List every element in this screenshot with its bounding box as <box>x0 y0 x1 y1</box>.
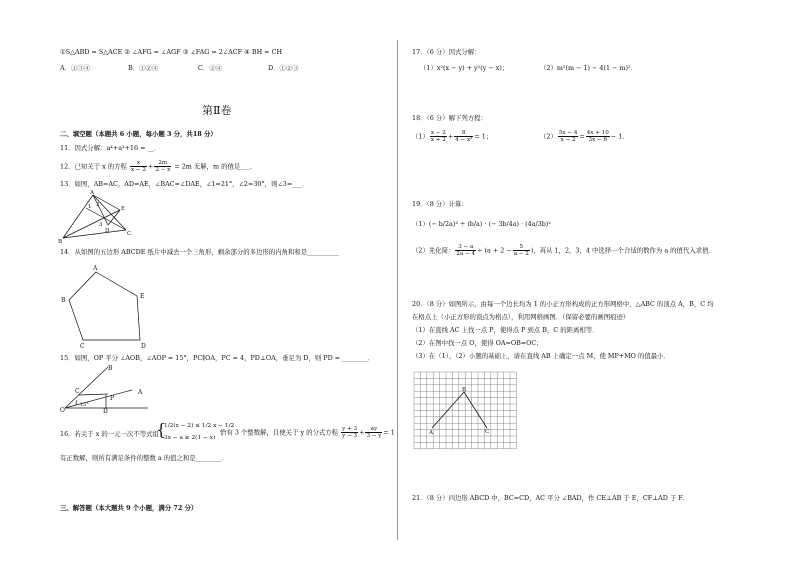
figure-14 <box>60 264 160 350</box>
fig14-label-c: C <box>80 343 85 350</box>
fig15-label-p: P <box>110 395 115 402</box>
q21: 21．（8 分）四边形 ABCD 中，BC=CD，AC 平分 ∠BAD，作 CE⊥AB 于 E，CF⊥AD 于 F． <box>412 494 690 502</box>
fig13-label-e: E <box>121 206 126 212</box>
q20-line2: 在格点上（小正方形的顶点为格点），利用网格画图．（保留必要的画图痕迹） <box>412 313 630 321</box>
fig15-label-angle: 15° <box>80 402 89 408</box>
fig13-label-3: 3 <box>99 222 103 228</box>
q19-part1: （1）(− b/2a)² ÷ (b/a) · (− 3b/4a) · (4a/3b)² <box>412 220 551 228</box>
section2-header: 二、填空题（本题共 6 小题，每小题 3 分，共18 分） <box>60 130 217 138</box>
q18-part1: （1） $\frac{x - 2}{x + 2}$ + $\frac{8}{\text{4 − x²}}$ = 1； <box>412 130 493 143</box>
q17: 17．（6 分）因式分解： <box>412 48 481 56</box>
q18-part2: （2） $\frac{5x - 4}{x - 2}$ = $\frac{4x + 10}{3x - 6}$ − 1． <box>540 130 629 143</box>
choice-c: C．②④ <box>198 64 223 72</box>
fig14-label-e: E <box>140 293 145 300</box>
fig15-label-d: D <box>103 408 108 415</box>
q16-row2: 3x − a ≥ 2(1 − x) <box>164 435 216 441</box>
q20: 20．（8 分）如图所示，由每一个边长均为 1 的小正方形构成的正方形网格中，△ABC 的顶点 A，B，C 均 <box>412 300 714 308</box>
q16-pre: 16．若关于 x 的一元一次不等式组 <box>60 430 159 438</box>
q16-brace: { <box>156 420 167 439</box>
fig13-label-b: B <box>58 239 63 245</box>
fig15-label-c: C <box>75 388 80 395</box>
fig20-label-c: C <box>485 429 490 435</box>
q13: 13．如图，AB=AC，AD=AE，∠BAC=∠DAE，∠1=21°，∠2=30°，则∠3=___． <box>60 180 309 188</box>
choice-a: A．①③④ <box>60 64 91 72</box>
fig20-label-a: A <box>429 430 433 436</box>
choice-b: B．①②④ <box>128 64 159 72</box>
q16-row1: 1/2(x − 2) ≤ 1/2 x − 1/2 <box>164 423 235 429</box>
choice-d: D．①②③ <box>268 64 299 72</box>
fig13-label-1: 1 <box>88 204 92 210</box>
q16-line2: 有正数解，则所有满足条件的整数 a 的值之和是________． <box>60 454 228 462</box>
q11: 11．因式分解：a⁴+a³+16 = __． <box>60 144 161 152</box>
q20-part1: （1）在直线 AC 上找一点 P，使得点 P 到点 B，C 的距离相等． <box>412 326 599 334</box>
q12-frac2: $\frac{2m}{2 - x}$ <box>155 160 171 173</box>
q20-part2: （2）在图中找一点 O，使得 OA=OB=OC； <box>412 339 543 347</box>
fig14-label-b: B <box>61 297 66 304</box>
q18: 18．（6 分）解下列方程： <box>412 114 487 122</box>
section3-header: 三、解答题（本大题共 9 个小题，满分 72 分） <box>60 504 198 512</box>
figure-15 <box>60 364 150 414</box>
fig20-label-b: B <box>462 387 467 393</box>
fig14-label-d: D <box>141 343 146 350</box>
q16-mid: 恰有 3 个整数解，且使关于 y 的分式方程 $\frac{y + 3}{y - 3}$ + $\frac{ay}{3 - y}$ = 1 <box>220 426 395 439</box>
q14: 14．从如图的五边形 ABCDE 纸片中减去一个三角形，剩余部分的多边形的内角和和是__________ <box>60 248 340 256</box>
fig13-label-c: C <box>127 231 132 237</box>
q20-part3: （3）在（1）、（2）小题的基础上，请在直线 AB 上确定一点 M，使 MP+MO 的值最小． <box>412 352 670 360</box>
q19: 19．（8 分）计算： <box>412 200 468 208</box>
part-title: 第Ⅱ卷 <box>202 104 232 117</box>
q19-part2: （2）先化简： $\frac{3 - a}{2a - 4}$ ÷ (a + 2 − $\frac{5}{a - 2}$ )，再从 1，2，3，4 中选择一个合适的数作为 a 的值代入求值． <box>412 244 715 257</box>
fig13-label-a: A <box>90 190 94 196</box>
q15: 15．如图，OP 平分 ∠AOB，∠AOP = 15°，PC∥OA，PC = 4，PD⊥OA，垂足为 D，则 PD = ________． <box>60 354 375 362</box>
fig15-label-b: B <box>108 365 113 372</box>
fig13-label-2: 2 <box>96 202 100 208</box>
q12: 12．已知关于 x 的方程 $\frac{x}{x - 2}$ + $\frac{2m}{2 - x}$ = 2m 无解，m 的值是___． <box>60 160 257 173</box>
fig13-label-d: D <box>105 228 110 234</box>
q17-part1: （1）x²(x − y) + y²(y − x)； <box>420 64 509 72</box>
q17-part2: （2）m²(m − 1) − 4(1 − m)²． <box>540 64 637 72</box>
q10-options-line: ①S△ABD = S△ACE ② ∠AFG = ∠AGF ③ ∠FAG = 2∠ACF ④ BH = CH <box>60 48 283 56</box>
q12-frac1: $\frac{x}{x - 2}$ <box>130 160 146 173</box>
fig14-label-a: A <box>93 265 98 272</box>
fig15-label-o: O <box>60 407 65 414</box>
column-divider <box>397 40 398 540</box>
fig15-label-a: A <box>138 389 143 396</box>
figure-13 <box>58 190 138 245</box>
figure-20-grid <box>412 370 520 450</box>
